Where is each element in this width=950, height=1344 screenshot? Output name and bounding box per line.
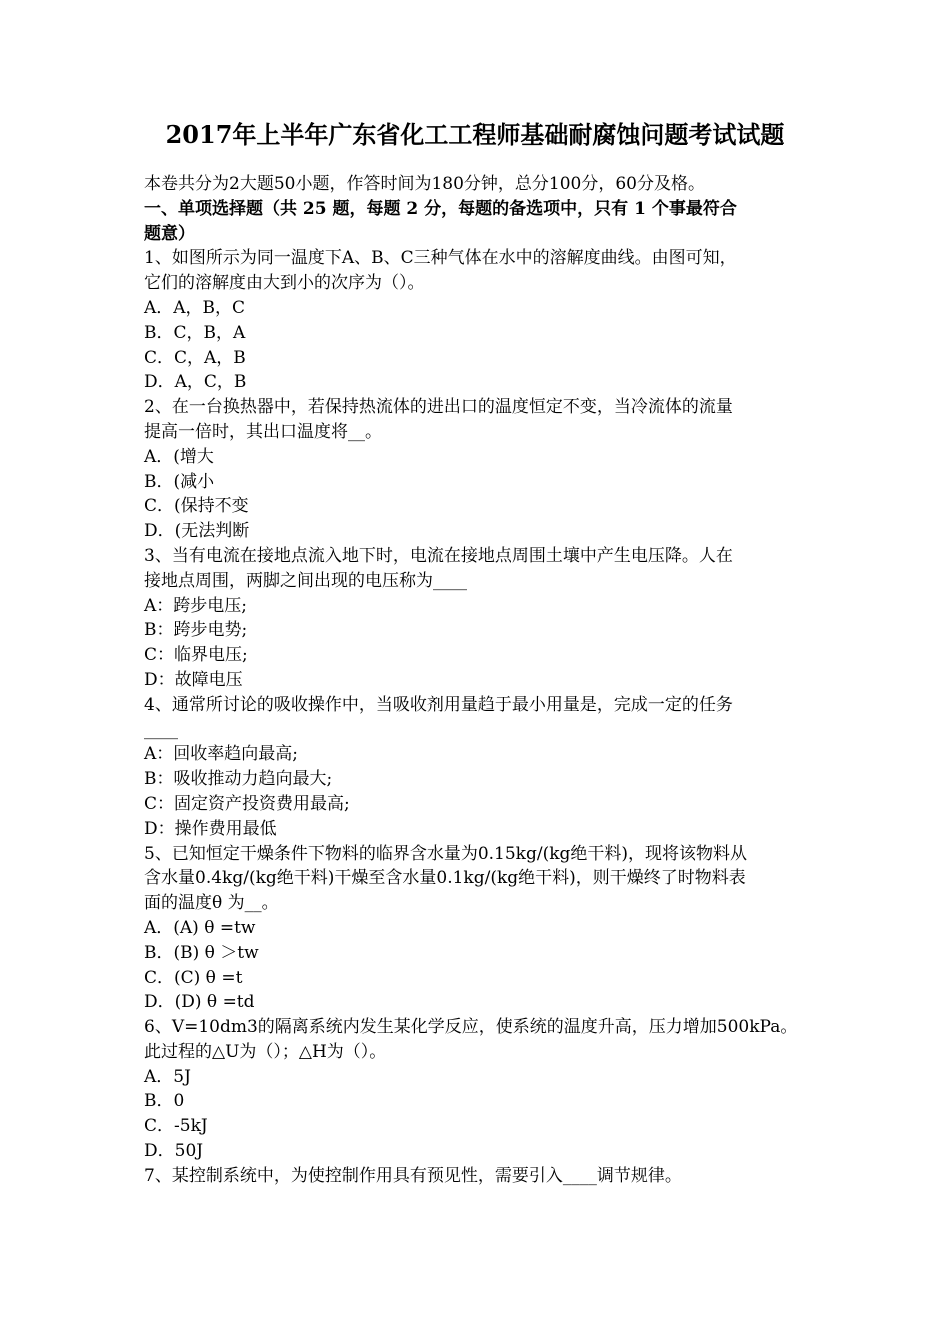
option-b: B．C，B，A — [144, 322, 246, 343]
option-d: D．A，C，B — [144, 372, 247, 393]
option-d: D．(无法判断 — [144, 521, 250, 542]
option-c: C：临界电压; — [144, 645, 248, 666]
question-stem: ____ — [144, 719, 178, 740]
option-b: B．0 — [144, 1091, 185, 1112]
option-a: A．(A) θ =tw — [144, 917, 256, 938]
option-d: D：操作费用最低 — [144, 818, 277, 839]
question-stem: 5、已知恒定干燥条件下物料的临界含水量为0.15kg/(kg绝干料)，现将该物料从 — [144, 843, 748, 864]
option-b: B：跨步电势; — [144, 620, 248, 641]
option-a: A：跨步电压; — [144, 595, 248, 616]
question-stem: 1、如图所示为同一温度下A、B、C三种气体在水中的溶解度曲线。由图可知， — [144, 248, 737, 269]
option-c: C．(C) θ =t — [144, 967, 243, 988]
option-a: A．5J — [144, 1066, 191, 1087]
question-stem: 接地点周围，两脚之间出现的电压称为____ — [144, 570, 467, 591]
section-heading-continued: 题意） — [144, 223, 195, 244]
question-1 — [144, 246, 834, 395]
document-body — [144, 172, 834, 1189]
question-stem: 2、在一台换热器中，若保持热流体的进出口的温度恒定不变，当冷流体的流量 — [144, 397, 733, 418]
option-a: A．(增大 — [144, 446, 214, 467]
question-stem: 4、通常所讨论的吸收操作中，当吸收剂用量趋于最小用量是，完成一定的任务 — [144, 694, 733, 715]
option-d: D．50J — [144, 1141, 204, 1162]
question-7 — [144, 1164, 834, 1189]
option-d: D．(D) θ =td — [144, 992, 255, 1013]
question-4 — [144, 693, 834, 842]
question-stem: 6、V=10dm3的隔离系统内发生某化学反应，使系统的温度升高，压力增加500kPa。 — [144, 1017, 798, 1038]
question-stem: 此过程的△U为（）；△H为（）。 — [144, 1041, 387, 1062]
option-b: B：吸收推动力趋向最大; — [144, 769, 333, 790]
question-2 — [144, 395, 834, 544]
exam-intro: 本卷共分为2大题50小题，作答时间为180分钟，总分100分，60分及格。 — [144, 174, 705, 194]
option-c: C．C，A，B — [144, 347, 246, 368]
question-6 — [144, 1015, 834, 1164]
question-stem: 7、某控制系统中，为使控制作用具有预见性，需要引入____调节规律。 — [144, 1165, 682, 1186]
option-b: B．(减小 — [144, 471, 215, 492]
question-stem: 它们的溶解度由大到小的次序为（）。 — [144, 273, 425, 294]
option-a: A：回收率趋向最高; — [144, 744, 299, 765]
question-stem: 含水量0.4kg/(kg绝干料)干燥至含水量0.1kg/(kg绝干料)，则干燥终了时物料表 — [144, 868, 746, 889]
section-heading: 一、单项选择题（共 25 题，每题 2 分，每题的备选项中，只有 1 个事最符合 — [144, 198, 737, 219]
question-stem: 3、当有电流在接地点流入地下时，电流在接地点周围土壤中产生电压降。人在 — [144, 545, 733, 566]
option-d: D：故障电压 — [144, 669, 243, 690]
option-c: C．-5kJ — [144, 1116, 208, 1137]
question-5 — [144, 842, 834, 1016]
option-c: C：固定资产投资费用最高; — [144, 793, 350, 814]
question-3 — [144, 544, 834, 693]
question-stem: 提高一倍时，其出口温度将__。 — [144, 421, 382, 442]
document-title: 2017年上半年广东省化工工程师基础耐腐蚀问题考试试题 — [165, 120, 785, 149]
option-c: C．(保持不变 — [144, 496, 249, 517]
question-stem: 面的温度θ 为__。 — [144, 893, 279, 914]
option-a: A．A，B，C — [144, 297, 246, 318]
option-b: B．(B) θ ＞tw — [144, 942, 259, 963]
